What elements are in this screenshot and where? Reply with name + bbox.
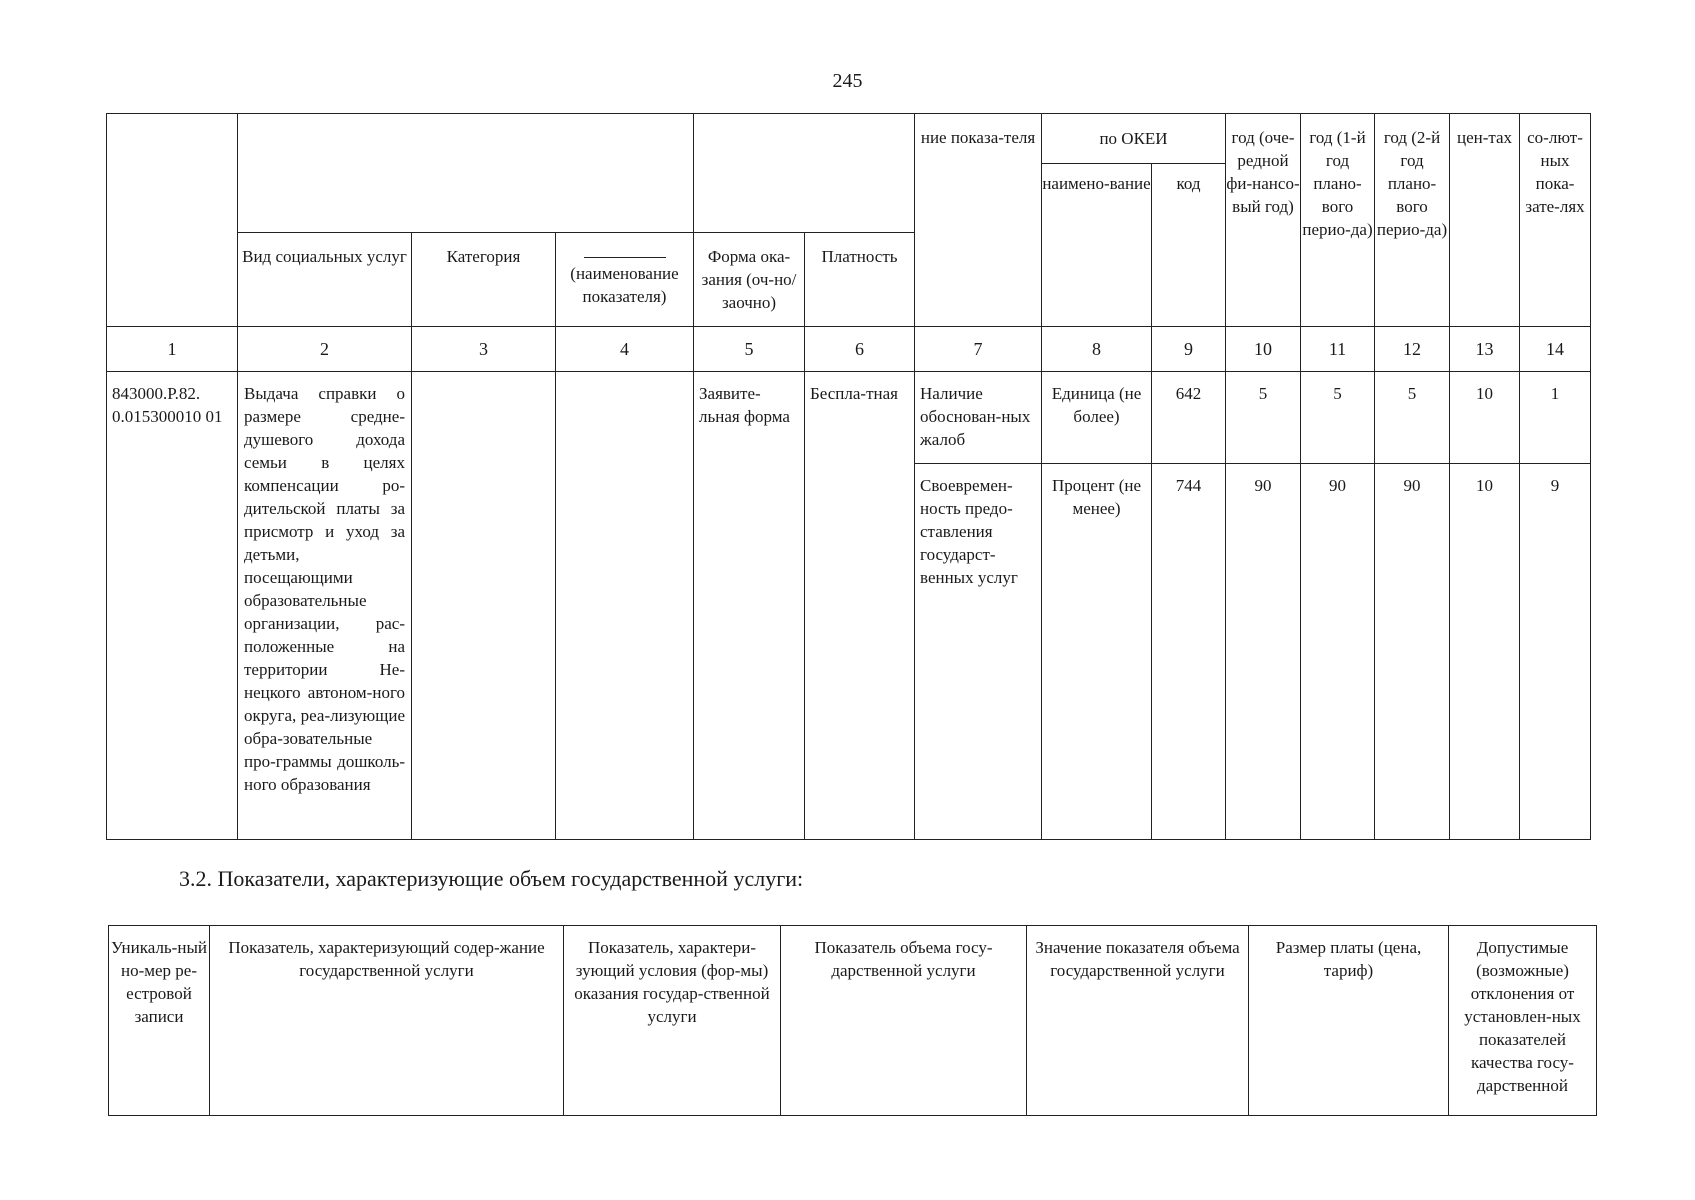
quality-indicators-table [106,113,1591,840]
header-absolute: со-лют-ных пока-зате-лях [1520,114,1591,327]
column-number: 8 [1042,327,1152,372]
service-description: Выдача справки о размере средне-душевого дохода семьи в целях компенсации ро-дительской платы за присмотр и уход за детьми, посещающими образовательные организации, рас-положенные на территории Не-нецкого автоном-ного округа, реа-лизующие обра-зовательные про-граммы дошколь-ного образования [238,372,412,840]
blank-line [584,257,666,258]
header-year-plan2: год (2-й год плано-вого перио-да) [1375,114,1450,327]
header-indicator-name-label: (наименование показателя) [556,233,694,327]
payment-cell: Беспла-тная [805,372,915,840]
header-service-conditions: Показатель, характери-зующий условия (фор-мы) оказания государ-ственной услуги [564,926,781,1116]
indicator-name: Наличие обоснован-ных жалоб [915,372,1042,464]
header-volume-value: Значение показателя объема государственной услуги [1027,926,1249,1116]
header-blank-2-4 [238,114,694,233]
form-cell: Заявите-льная форма [694,372,805,840]
page-number: 245 [832,70,863,92]
column-number: 12 [1375,327,1450,372]
volume-indicators-table [108,925,1597,1116]
header-year-plan1: год (1-й год плано-вого перио-да) [1301,114,1375,327]
header-form: Форма ока-зания (оч-но/заочно) [694,233,805,327]
column-number: 1 [107,327,238,372]
header-okei-name: наимено-вание [1042,164,1152,327]
header-indicator-name: ние показа-теля [915,114,1042,327]
column-number: 11 [1301,327,1375,372]
deviation-absolute: 9 [1520,464,1591,840]
value-plan-year-2: 90 [1375,464,1450,840]
indicator-name-cell [556,372,694,840]
deviation-percent: 10 [1450,464,1520,840]
header-okei: по ОКЕИ [1042,114,1226,164]
header-fee: Размер платы (цена, тариф) [1249,926,1449,1116]
header-service-type: Вид социальных услуг [238,233,412,327]
table-row [107,372,1591,464]
value-current-year: 5 [1226,372,1301,464]
header-okei-code: код [1152,164,1226,327]
header-category: Категория [412,233,556,327]
header-blank-5-6 [694,114,915,233]
column-number: 6 [805,327,915,372]
column-number: 2 [238,327,412,372]
section-title: 3.2. Показатели, характеризующие объем государственной услуги: [179,866,804,891]
unit-code: 744 [1152,464,1226,840]
column-number: 10 [1226,327,1301,372]
column-number: 5 [694,327,805,372]
header-registry-number: Уникаль-ный но-мер ре-естровой записи [109,926,210,1116]
header-year-current: год (оче-редной фи-нансо-вый год) [1226,114,1301,327]
column-number: 9 [1152,327,1226,372]
deviation-absolute: 1 [1520,372,1591,464]
unit-code: 642 [1152,372,1226,464]
header-percent: цен-тах [1450,114,1520,327]
header-blank-1 [107,114,238,327]
value-plan-year-1: 90 [1301,464,1375,840]
header-allowed-deviation: Допустимые (возможные) отклонения от установлен-ных показателей качества госу-дарственной [1449,926,1597,1116]
category-cell [412,372,556,840]
column-number: 3 [412,327,556,372]
column-number: 7 [915,327,1042,372]
unit-name: Единица (не более) [1042,372,1152,464]
value-plan-year-2: 5 [1375,372,1450,464]
header-payment: Платность [805,233,915,327]
column-numbers-row [107,327,1591,372]
unit-name: Процент (не менее) [1042,464,1152,840]
indicator-name: Своевремен-ность предо-ставления государст-венных услуг [915,464,1042,840]
value-current-year: 90 [1226,464,1301,840]
deviation-percent: 10 [1450,372,1520,464]
header-service-content: Показатель, характеризующий содер-жание государственной услуги [210,926,564,1116]
column-number: 14 [1520,327,1591,372]
column-number: 4 [556,327,694,372]
header-volume-indicator: Показатель объема госу-дарственной услуги [781,926,1027,1116]
registry-number: 843000.Р.82. 0.015300010 01 [107,372,238,840]
column-number: 13 [1450,327,1520,372]
value-plan-year-1: 5 [1301,372,1375,464]
